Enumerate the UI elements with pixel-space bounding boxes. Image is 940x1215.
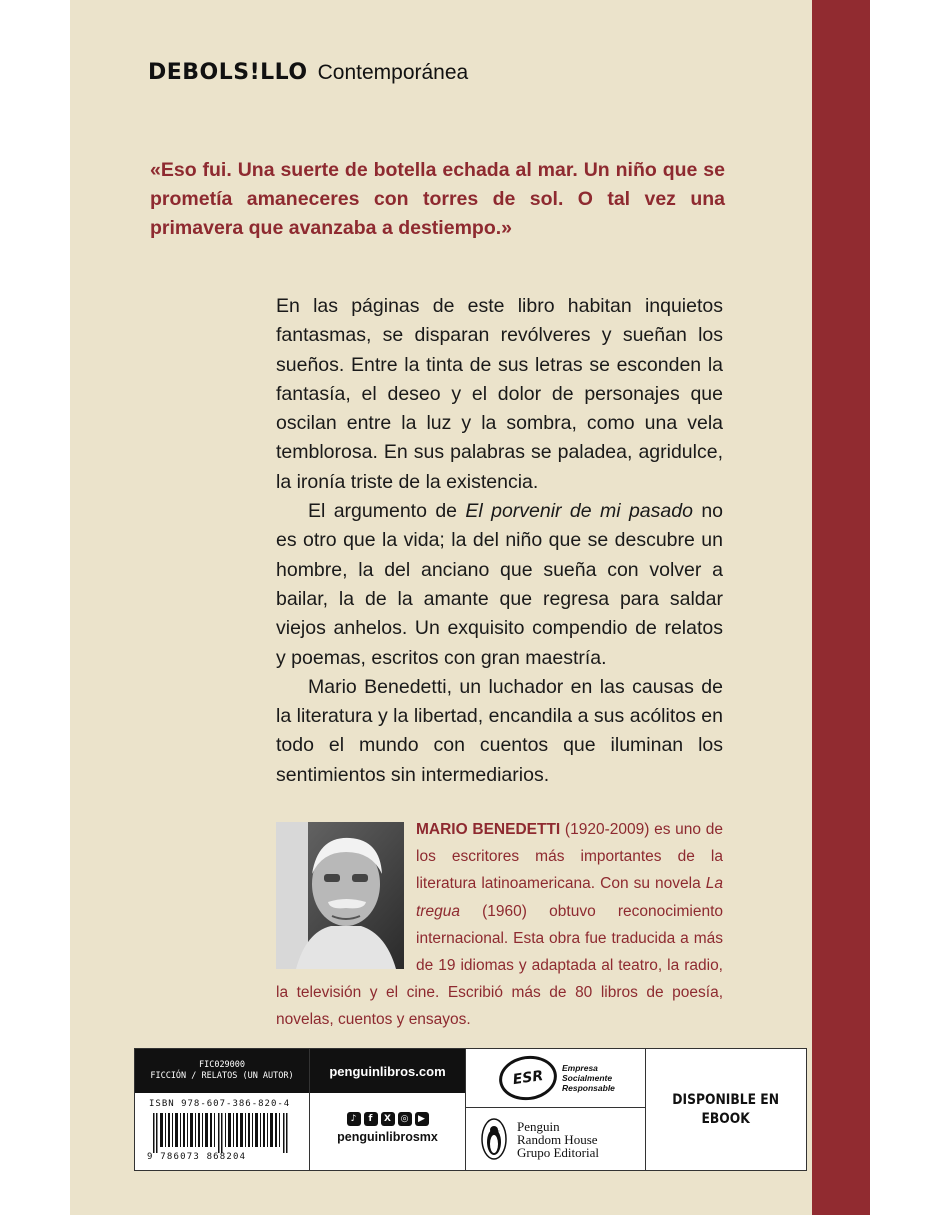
- isbn-text: ISBN 978-607-386-820-4: [149, 1099, 291, 1109]
- facebook-icon[interactable]: f: [364, 1112, 378, 1126]
- penguin-icon: [481, 1118, 507, 1160]
- brand-name: DEBOLS!LLO: [148, 60, 308, 85]
- author-name: MARIO BENEDETTI: [416, 821, 561, 838]
- author-photo: [276, 822, 404, 969]
- pull-quote: «Eso fui. Una suerte de botella echada al mar. Un niño que se prometía amaneceres con torres de sol. O tal vez una primavera que avanzaba a destiempo.»: [150, 159, 725, 239]
- x-icon[interactable]: X: [381, 1112, 395, 1126]
- bisac-code: FIC029000: [198, 1060, 246, 1070]
- publisher-brand: [148, 60, 468, 85]
- synopsis-paragraph-2: El argumento de El porvenir de mi pasado no es otro que la vida; la del niño que se descubre un hombre, la del anciano que sueña con volver a bailar, la de la amante que regresa para saldar viejos anhelos. Un exquisito compendio de relatos y poemas, escritos con gran maestría.: [276, 500, 724, 669]
- publisher-logo: [466, 1108, 645, 1160]
- ebook-cell: [646, 1049, 806, 1170]
- publisher-cell: [466, 1049, 646, 1170]
- web-cell: [310, 1049, 466, 1170]
- barcode: [149, 1113, 297, 1153]
- bisac-label: [135, 1049, 309, 1093]
- bisac-category: FICCIÓN / RELATOS (UN AUTOR): [150, 1071, 294, 1081]
- ebook-notice: DISPONIBLE EN EBOOK: [672, 1091, 780, 1127]
- collection-name: Contemporánea: [317, 61, 469, 84]
- isbn-cell: [135, 1049, 310, 1170]
- esr-caption: Empresa Socialmente Responsable: [562, 1063, 615, 1093]
- novel-title: La tregua: [416, 875, 723, 920]
- book-title: El porvenir de mi pasado: [465, 500, 693, 523]
- youtube-icon[interactable]: ▶: [415, 1112, 429, 1126]
- spine-strip: [812, 0, 870, 1215]
- synopsis-paragraph-1: En las páginas de este libro habitan inquietos fantasmas, se disparan revólveres y sueñan los sueños. Entre la tinta de sus letras se esconden la fantasía, el deseo y el dolor de personajes que oscilan entre la luz y la sombra, como una vela temblorosa. En sus palabras se paladea, agridulce, la ironía triste de la existencia.: [276, 295, 723, 493]
- author-bio: MARIO BENEDETTI (1920-2009) es uno de los escritores más importantes de la literatura latinoamericana. Con su novela La tregua (1960) obtuvo reconocimiento internacional. Esta obra fue traducida a más de 19 idiomas y adaptada al teatro, la radio, la televisión y el cine. Escribió más de 80 libros de poesía, novelas, cuentos y ensayos.: [276, 821, 723, 1029]
- website-link[interactable]: penguinlibros.com: [310, 1049, 465, 1093]
- synopsis: [276, 292, 723, 790]
- barcode-panel: [134, 1048, 807, 1171]
- esr-badge-icon: ESR: [496, 1052, 560, 1104]
- publisher-name: Penguin Random House Grupo Editorial: [517, 1118, 599, 1160]
- social-handle[interactable]: penguinlibrosmx: [337, 1130, 438, 1144]
- instagram-icon[interactable]: ◎: [398, 1112, 412, 1126]
- esr-logo: [466, 1049, 645, 1108]
- tiktok-icon[interactable]: ♪: [347, 1112, 361, 1126]
- barcode-digits: 9 786073 868204: [147, 1152, 247, 1162]
- social-icons: [310, 1112, 465, 1126]
- synopsis-paragraph-3: Mario Benedetti, un luchador en las causas de la literatura y la libertad, encandila a sus acólitos en todo el mundo con cuentos que iluminan los sentimientos sin intermediarios.: [276, 675, 723, 786]
